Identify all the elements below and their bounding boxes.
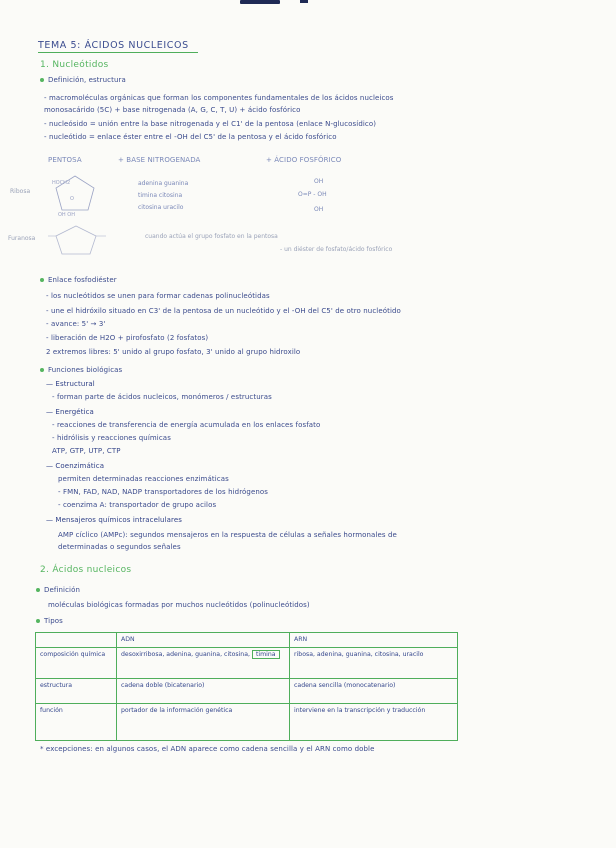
func-mensajeros-item-1: AMP cíclico (AMPc): segundos mensajeros en la respuesta de células a señales hormonales de bbox=[58, 531, 397, 539]
cell-arn-composicion: ribosa, adenina, guanina, citosina, uracilo bbox=[290, 648, 458, 679]
ribosa-label: Ribosa bbox=[10, 188, 31, 195]
base-list-2: timina citosina bbox=[138, 192, 183, 199]
def-line-3: - nucleósido = unión entre la base nitrogenada y el C1' de la pentosa (enlace N-glucosídico) bbox=[44, 120, 377, 128]
bullet-icon bbox=[40, 78, 44, 82]
enlace-line-5: 2 extremos libres: 5' unido al grupo fosfato, 3' unido al grupo hidroxilo bbox=[46, 348, 301, 356]
func-coenzimatica-item-2: - FMN, FAD, NAD, NADP transportadores de los hidrógenos bbox=[58, 488, 269, 496]
func-coenzimatica-item-1: permiten determinadas reacciones enzimáticas bbox=[58, 475, 229, 483]
section2-heading: 2. Ácidos nucleicos bbox=[40, 565, 132, 575]
bullet-icon bbox=[36, 619, 40, 623]
funciones-heading-text: Funciones biológicas bbox=[48, 366, 123, 374]
svg-text:HOCH2: HOCH2 bbox=[52, 180, 71, 186]
func-energetica-item-1: - reacciones de transferencia de energía acumulada en los enlaces fosfato bbox=[52, 421, 321, 429]
func-coenzimatica-label: — Coenzimática bbox=[46, 462, 105, 470]
s2-definicion-heading bbox=[36, 586, 80, 594]
row-label-funcion: función bbox=[36, 704, 117, 741]
table-row bbox=[36, 648, 458, 679]
title-underline bbox=[38, 52, 198, 53]
phosphoric-2: O=P - OH bbox=[298, 191, 327, 198]
ribose-structure-diagram bbox=[50, 172, 100, 216]
def-line-1: - macromoléculas orgánicas que forman los componentes fundamentales de los ácidos nucleicos bbox=[44, 94, 394, 102]
cell-adn-composicion-text: desoxirribosa, adenina, guanina, citosina, timina bbox=[121, 650, 280, 659]
enlace-line-2: - une el hidróxilo situado en C3' de la pentosa de un nucleótido y el -OH del C5' de otro nucleótido bbox=[46, 307, 401, 315]
footnote: * excepciones: en algunos casos, el ADN aparece como cadena sencilla y el ARN como doble bbox=[40, 745, 375, 753]
s2-definicion-heading-text: Definición bbox=[44, 586, 80, 594]
table-header-arn: ARN bbox=[290, 633, 458, 648]
cell-adn-funcion: portador de la información genética bbox=[117, 704, 290, 741]
base-list-3: citosina uracilo bbox=[138, 204, 184, 211]
highlighted-word: timina bbox=[252, 650, 280, 659]
func-energetica-item-2: - hidrólisis y reacciones químicas bbox=[52, 434, 171, 442]
furanosa-note-2: - un diéster de fosfato/ácido fosfórico bbox=[280, 246, 393, 253]
func-estructural-label: — Estructural bbox=[46, 380, 95, 388]
row-label-estructura: estructura bbox=[36, 679, 117, 704]
enlace-line-4: - liberación de H2O + pirofosfato (2 fosfatos) bbox=[46, 334, 209, 342]
section1-heading: 1. Nucleótidos bbox=[40, 60, 109, 70]
table-header-row bbox=[36, 633, 458, 648]
cell-adn-composicion bbox=[117, 648, 290, 679]
scan-mark bbox=[240, 0, 280, 4]
def-line-2: monosacárido (5C) + base nitrogenada (A, G, C, T, U) + ácido fosfórico bbox=[44, 106, 301, 114]
cell-adn-estructura: cadena doble (bicatenario) bbox=[117, 679, 290, 704]
scan-mark-2 bbox=[300, 0, 308, 3]
cell-arn-estructura: cadena sencilla (monocatenario) bbox=[290, 679, 458, 704]
base-list-1: adenina guanina bbox=[138, 180, 189, 187]
enlace-line-1: - los nucleótidos se unen para formar cadenas polinucleótidas bbox=[46, 292, 270, 300]
func-coenzimatica-item-3: - coenzima A: transportador de grupo acilos bbox=[58, 501, 217, 509]
bullet-icon bbox=[36, 588, 40, 592]
phosphoric-3: OH bbox=[314, 206, 324, 213]
table-header-adn: ADN bbox=[117, 633, 290, 648]
furanose-structure-diagram bbox=[48, 222, 108, 260]
definicion-heading-text: Definición, estructura bbox=[48, 76, 126, 84]
tipos-table bbox=[35, 632, 458, 741]
phosphoric-1: OH bbox=[314, 178, 324, 185]
formula-pentosa: PENTOSA bbox=[48, 156, 82, 164]
enlace-heading-text: Enlace fosfodiéster bbox=[48, 276, 117, 284]
table-row bbox=[36, 679, 458, 704]
furanosa-note-1: cuando actúa el grupo fosfato en la pentosa bbox=[145, 233, 278, 240]
svg-text:O: O bbox=[70, 196, 74, 202]
furanosa-label: Furanosa bbox=[8, 235, 36, 242]
bullet-icon bbox=[40, 368, 44, 372]
svg-text:OH OH: OH OH bbox=[58, 212, 75, 216]
def-line-4: - nucleótido = enlace éster entre el -OH del C5' de la pentosa y el ácido fosfórico bbox=[44, 133, 337, 141]
bullet-icon bbox=[40, 278, 44, 282]
enlace-line-3: - avance: 5' → 3' bbox=[46, 320, 106, 328]
tipos-heading bbox=[36, 617, 63, 625]
tipos-heading-text: Tipos bbox=[44, 617, 63, 625]
definicion-heading bbox=[40, 76, 126, 84]
s2-definicion-text: moléculas biológicas formadas por muchos nucleótidos (polinucleótidos) bbox=[48, 601, 310, 609]
funciones-heading bbox=[40, 366, 122, 374]
func-estructural-item-1: - forman parte de ácidos nucleicos, monómeros / estructuras bbox=[52, 393, 272, 401]
enlace-heading bbox=[40, 276, 117, 284]
page-title: TEMA 5: ÁCIDOS NUCLEICOS bbox=[38, 40, 189, 51]
formula-fosforico: + ÁCIDO FOSFÓRICO bbox=[266, 156, 342, 164]
func-mensajeros-label: — Mensajeros químicos intracelulares bbox=[46, 516, 183, 524]
func-energetica-label: — Energética bbox=[46, 408, 94, 416]
table-row bbox=[36, 704, 458, 741]
func-energetica-item-3: ATP, GTP, UTP, CTP bbox=[52, 447, 121, 455]
cell-arn-funcion: interviene en la transcripción y traducción bbox=[290, 704, 458, 741]
table-header-blank bbox=[36, 633, 117, 648]
func-mensajeros-item-2: determinadas o segundos señales bbox=[58, 543, 181, 551]
formula-base: + BASE NITROGENADA bbox=[118, 156, 201, 164]
row-label-composicion: composición química bbox=[36, 648, 117, 679]
